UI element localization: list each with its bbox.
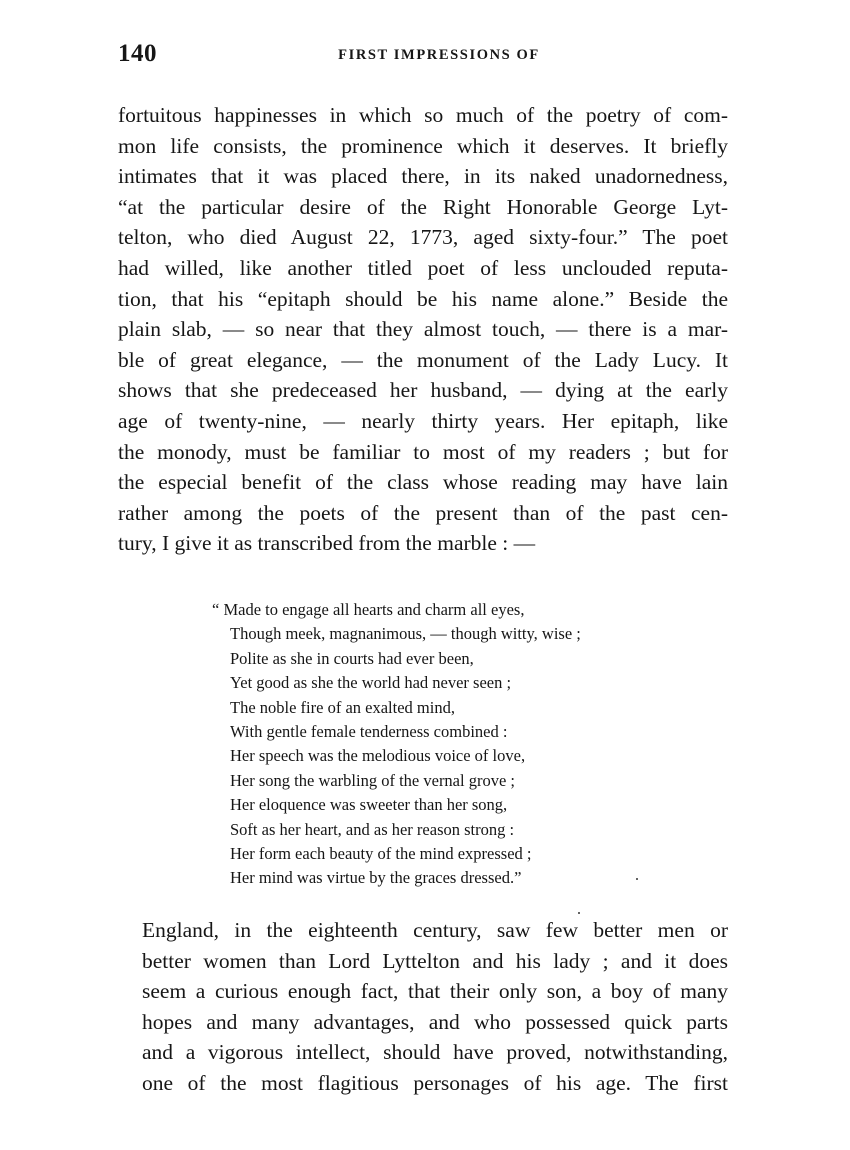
poem-line: “ Made to engage all hearts and charm all eyes, — [212, 600, 525, 619]
ink-speck — [636, 878, 638, 880]
text-line: tion, that his “epitaph should be his name alone.” Beside the — [118, 286, 728, 311]
text-line: mon life consists, the prominence which it deserves. It briefly — [118, 133, 728, 158]
text-line: ble of great elegance, — the monument of the Lady Lucy. It — [118, 347, 728, 372]
text-line: the monody, must be familiar to most of my readers ; but for — [118, 439, 728, 464]
text-line: age of twenty-nine, — nearly thirty years. Her epitaph, like — [118, 408, 728, 433]
text-line: fortuitous happinesses in which so much of the poetry of com- — [118, 103, 728, 127]
poem-line: With gentle female tenderness combined : — [230, 722, 508, 742]
poem-line: Her speech was the melodious voice of love, — [230, 746, 526, 766]
text-line: plain slab, — so near that they almost touch, — there is a mar- — [118, 317, 728, 342]
poem-line: The noble fire of an exalted mind, — [230, 697, 455, 717]
poem-line: Polite as she in courts had ever been, — [230, 648, 474, 668]
text-line: shows that she predeceased her husband, — dying at the early — [118, 378, 728, 403]
page-number: 140 — [118, 40, 157, 67]
text-line: “at the particular desire of the Right Honorable George Lyt- — [118, 194, 728, 219]
running-head — [118, 38, 730, 74]
poem-line: Though meek, magnanimous, — though witty, wise ; — [230, 624, 581, 644]
ink-speck — [578, 912, 580, 914]
text-line: tury, I give it as transcribed from the marble : — — [118, 531, 536, 556]
running-title: FIRST IMPRESSIONS OF — [338, 47, 540, 63]
text-line: and a vigorous intellect, should have proved, notwithstanding, — [142, 1040, 728, 1065]
text-line: one of the most flagitious personages of his age. The first — [142, 1070, 728, 1095]
epitaph-poem — [212, 598, 581, 891]
text-line: the especial benefit of the class whose reading may have lain — [118, 470, 728, 495]
text-line: England, in the eighteenth century, saw few better men or — [142, 918, 728, 942]
text-line: had willed, like another titled poet of less unclouded reputa- — [118, 255, 728, 280]
text-line: intimates that it was placed there, in its naked unadornedness, — [118, 164, 728, 189]
text-line: rather among the poets of the present than of the past cen- — [118, 500, 728, 525]
poem-line: Her form each beauty of the mind expressed ; — [230, 844, 532, 864]
text-line: hopes and many advantages, and who possessed quick parts — [142, 1009, 728, 1034]
paragraph-1 — [118, 100, 728, 559]
poem-line: Her mind was virtue by the graces dressed.” — [230, 868, 522, 888]
poem-line: Soft as her heart, and as her reason strong : — [230, 819, 515, 839]
poem-line: Her song the warbling of the vernal grove ; — [230, 770, 515, 790]
paragraph-2 — [118, 915, 728, 1099]
poem-line: Yet good as she the world had never seen ; — [230, 673, 512, 693]
poem-line: Her eloquence was sweeter than her song, — [230, 795, 508, 815]
text-line: telton, who died August 22, 1773, aged sixty-four.” The poet — [118, 225, 728, 250]
text-line: better women than Lord Lyttelton and his lady ; and it does — [142, 948, 728, 973]
text-line: seem a curious enough fact, that their only son, a boy of many — [142, 979, 728, 1004]
